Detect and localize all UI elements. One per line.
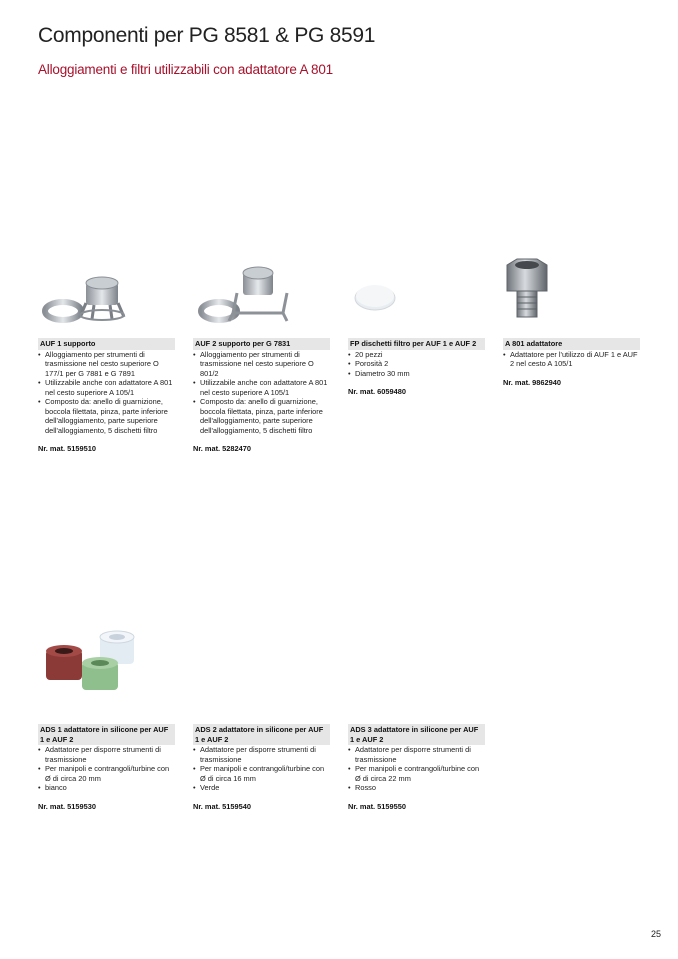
page-number: 25: [651, 929, 662, 939]
material-number: Nr. mat. 5159550: [348, 801, 406, 811]
bullet-item: • Alloggiamento per strumenti di trasmissione nel cesto superiore O 801/2: [193, 350, 330, 379]
material-number: Nr. mat. 6059480: [348, 387, 406, 396]
bullet-item: • Composto da: anello di guarnizione, boccola filettata, pinza, parte inferiore dell'alloggiamento, parte superiore dell'alloggiamento, 5 dischetti filtro: [38, 397, 175, 435]
adapter-image: [503, 253, 640, 333]
product-bullets: [348, 350, 485, 379]
page-title: Componenti per PG 8581 & PG 8591: [38, 24, 376, 47]
bullet-item: • 20 pezzi: [348, 350, 485, 360]
bullet-item: • Diametro 30 mm: [348, 369, 485, 379]
material-number: Nr. mat. 9862940: [503, 377, 561, 387]
bullet-item: • Per manipoli e contrangoli/turbine con Ø di circa 20 mm: [38, 764, 175, 783]
bullet-item: • Verde: [193, 783, 330, 793]
auf2-holder-image: [193, 253, 330, 333]
product-fp: [348, 338, 485, 396]
bullet-item: • Adattatore per l'utilizzo di AUF 1 e AUF 2 nel cesto A 105/1: [503, 350, 640, 369]
bullet-item: • Adattatore per disporre strumenti di trasmissione: [193, 745, 330, 764]
product-name: ADS 2 adattatore in silicone per AUF 1 e AUF 2: [193, 724, 330, 745]
silicone-adapters-image: [38, 630, 175, 694]
material-number: Nr. mat. 5159510: [38, 444, 96, 453]
product-a801: [503, 338, 640, 387]
product-auf2: [193, 338, 330, 453]
bullet-item: • Porosità 2: [348, 359, 485, 369]
product-ads2: [193, 724, 330, 811]
bullet-item: • bianco: [38, 783, 175, 793]
bullet-item: • Utilizzabile anche con adattatore A 801 nel cesto superiore A 105/1: [38, 378, 175, 397]
product-bullets: [38, 745, 175, 793]
product-name: AUF 1 supporto: [38, 338, 175, 350]
material-number: Nr. mat. 5282470: [193, 444, 251, 453]
product-bullets: [348, 745, 485, 793]
bullet-item: • Alloggiamento per strumenti di trasmissione nel cesto superiore O 177/1 per G 7881 e G 7891: [38, 350, 175, 379]
material-number: Nr. mat. 5159530: [38, 801, 96, 811]
bullet-item: • Per manipoli e contrangoli/turbine con Ø di circa 22 mm: [348, 764, 485, 783]
product-name: ADS 1 adattatore in silicone per AUF 1 e AUF 2: [38, 724, 175, 745]
page-subtitle: Alloggiamenti e filtri utilizzabili con adattatore A 801: [38, 62, 333, 77]
auf1-holder-image: [38, 253, 175, 333]
material-number: Nr. mat. 5159540: [193, 801, 251, 811]
product-ads1: [38, 724, 175, 811]
bullet-item: • Adattatore per disporre strumenti di trasmissione: [38, 745, 175, 764]
bullet-item: • Rosso: [348, 783, 485, 793]
product-auf1: [38, 338, 175, 453]
product-name: AUF 2 supporto per G 7831: [193, 338, 330, 350]
bullet-item: • Per manipoli e contrangoli/turbine con Ø di circa 16 mm: [193, 764, 330, 783]
product-name: A 801 adattatore: [503, 338, 640, 350]
product-name: ADS 3 adattatore in silicone per AUF 1 e AUF 2: [348, 724, 485, 745]
product-name: FP dischetti filtro per AUF 1 e AUF 2: [348, 338, 485, 350]
product-ads3: [348, 724, 485, 811]
product-bullets: [503, 350, 640, 369]
bullet-item: • Utilizzabile anche con adattatore A 801 nel cesto superiore A 105/1: [193, 378, 330, 397]
bullet-item: • Adattatore per disporre strumenti di trasmissione: [348, 745, 485, 764]
product-bullets: [38, 350, 175, 436]
product-bullets: [193, 350, 330, 436]
bullet-item: • Composto da: anello di guarnizione, boccola filettata, pinza, parte inferiore dell'alloggiamento, parte superiore dell'alloggiamento, 5 dischetti filtro: [193, 397, 330, 435]
product-bullets: [193, 745, 330, 793]
filter-disc-image: [348, 253, 485, 333]
